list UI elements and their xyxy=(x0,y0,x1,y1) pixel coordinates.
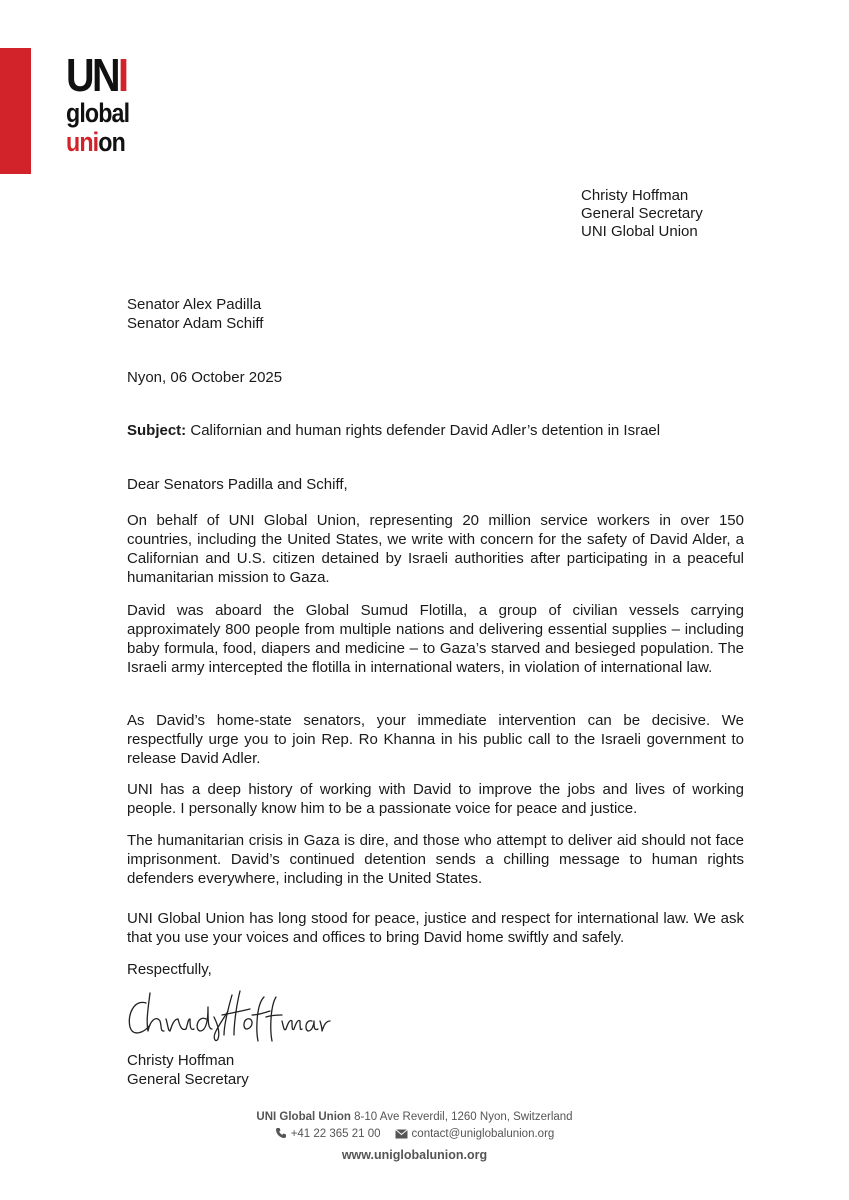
uni-global-union-logo xyxy=(66,44,136,156)
subject-label: Subject: xyxy=(127,422,187,439)
closing: Respectfully, xyxy=(127,961,212,978)
subject-text: Californian and human rights defender David Adler’s detention in Israel xyxy=(186,422,661,439)
footer-email[interactable]: contact@uniglobalunion.org xyxy=(411,1128,555,1140)
footer-address xyxy=(0,1111,839,1123)
handwritten-signature xyxy=(124,985,334,1045)
signature-block xyxy=(127,1051,249,1089)
salutation: Dear Senators Padilla and Schiff, xyxy=(127,476,348,493)
logo-global-wordmark: global xyxy=(66,98,130,128)
sender-organization: UNI Global Union xyxy=(581,223,698,240)
brand-red-bar xyxy=(0,48,31,174)
body-paragraph: The humanitarian crisis in Gaza is dire, and those who attempt to deliver aid should not face imprisonment. David’s continued detention sends a chilling message to human rights defenders everywhere, including in the United States. xyxy=(127,832,744,887)
logo-uni-wordmark: UN I xyxy=(66,49,127,101)
signatory-name: Christy Hoffman xyxy=(127,1052,235,1069)
body-paragraph: As David’s home-state senators, your immediate intervention can be decisive. We respectfully urge you to join Rep. Ro Khanna in his public call to the Israeli government to release David Adler. xyxy=(127,712,744,767)
recipient-line: Senator Adam Schiff xyxy=(127,315,264,332)
footer-website[interactable]: www.uniglobalunion.org xyxy=(341,1148,488,1162)
phone-icon xyxy=(275,1127,287,1142)
mail-icon xyxy=(395,1129,408,1142)
logo-union-wordmark: union xyxy=(66,127,125,157)
footer-address-text: 8-10 Ave Reverdil, 1260 Nyon, Switzerland xyxy=(350,1111,573,1123)
sender-block xyxy=(581,187,703,241)
letter-date: Nyon, 06 October 2025 xyxy=(127,369,283,386)
signatory-title: General Secretary xyxy=(127,1071,249,1088)
body-paragraph: UNI Global Union has long stood for peace, justice and respect for international law. We ask that you use your voices and offices to bring David home swiftly and safely. xyxy=(127,910,744,946)
footer-org: UNI Global Union xyxy=(256,1111,351,1123)
sender-name: Christy Hoffman xyxy=(581,187,689,204)
footer-phone[interactable]: +41 22 365 21 00 xyxy=(290,1128,381,1140)
sender-title: General Secretary xyxy=(581,205,703,222)
body-paragraph: UNI has a deep history of working with David to improve the jobs and lives of working people. I personally know him to be a passionate voice for peace and justice. xyxy=(127,781,744,817)
recipient-line: Senator Alex Padilla xyxy=(127,296,262,313)
recipients-block xyxy=(127,295,263,333)
body-paragraph: On behalf of UNI Global Union, representing 20 million service workers in over 150 countries, including the United States, we write with concern for the safety of David Alder, a Californian and U.S. citizen detained by Israeli authorities after participating in a peaceful humanitarian mission to Gaza. xyxy=(127,512,744,586)
body-paragraph: David was aboard the Global Sumud Flotilla, a group of civilian vessels carrying approximately 800 people from multiple nations and delivering essential supplies – including baby formula, food, diapers and medicine – to Gaza’s starved and besieged population. The Israeli army intercepted the flotilla in international waters, in violation of international law. xyxy=(127,602,744,676)
footer-contact xyxy=(0,1127,839,1142)
subject-line xyxy=(127,422,660,439)
